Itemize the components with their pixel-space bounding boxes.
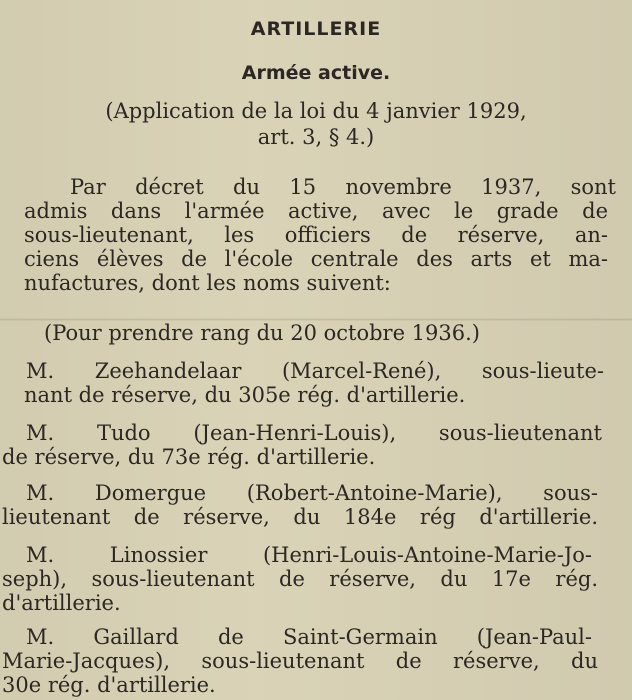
decree-line-4: ciens élèves de l'école centrale des arts et ma- (24, 247, 608, 271)
application-note-line-2: art. 3, § 4.) (257, 125, 375, 149)
entry-1-line-1: M. Zeehandelaar (Marcel-René), sous-lieute- (26, 359, 604, 383)
entry-4-line-3: d'artillerie. (2, 591, 121, 615)
rank-note: (Pour prendre rang du 20 octobre 1936.) (44, 321, 480, 345)
entry-5-line-3: 30e rég. d'artillerie. (2, 673, 216, 697)
decree-line-1: Par décret du 15 novembre 1937, sont (70, 175, 616, 199)
entry-5-line-2: Marie-Jacques), sous-lieutenant de réserve, du (2, 649, 598, 673)
entry-2-line-2: de réserve, du 73e rég. d'artillerie. (2, 445, 376, 469)
decree-line-2: admis dans l'armée active, avec le grade de (24, 199, 608, 223)
entry-5-line-1: M. Gaillard de Saint-Germain (Jean-Paul- (26, 625, 592, 649)
entry-4-line-2: seph), sous-lieutenant de réserve, du 17e rég. (2, 567, 598, 591)
entry-3-line-1: M. Domergue (Robert-Antoine-Marie), sous- (26, 481, 598, 505)
decree-line-3: sous-lieutenant, les officiers de réserve, an- (24, 223, 608, 247)
section-title: ARTILLERIE (250, 18, 382, 40)
subsection-title: Armée active. (241, 62, 391, 84)
entry-3-line-2: lieutenant de réserve, du 184e rég d'artillerie. (2, 505, 598, 529)
application-note-line-1: (Application de la loi du 4 janvier 1929, (105, 99, 527, 123)
entry-2-line-1: M. Tudo (Jean-Henri-Louis), sous-lieutenant (26, 421, 602, 445)
entry-4-line-1: M. Linossier (Henri-Louis-Antoine-Marie-Jo- (26, 543, 592, 567)
decree-line-5: nufactures, dont les noms suivent: (24, 271, 391, 295)
entry-1-line-2: nant de réserve, du 305e rég. d'artillerie. (24, 383, 466, 407)
